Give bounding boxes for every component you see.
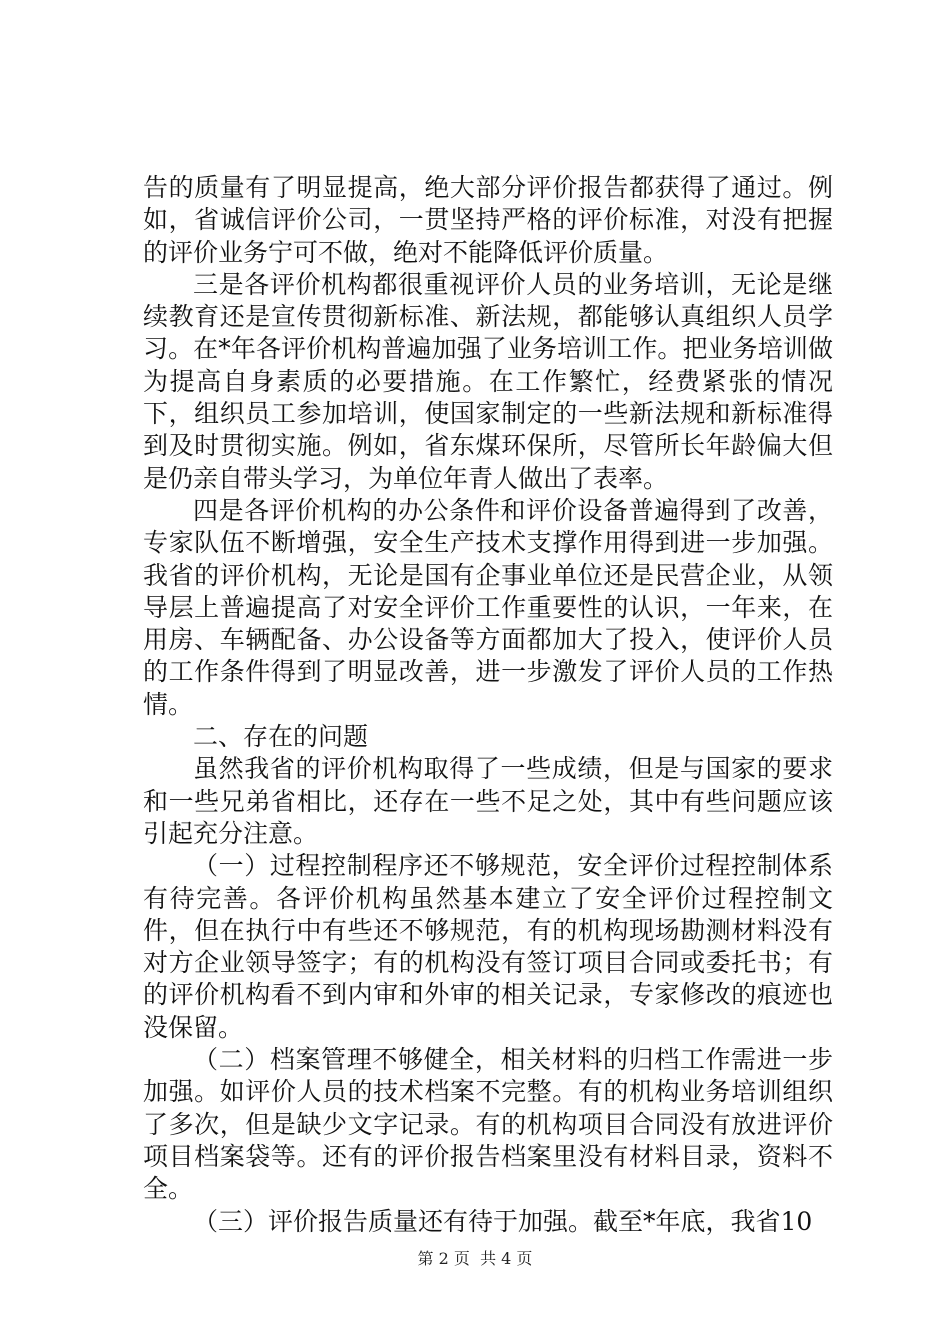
section-heading: 二、存在的问题 xyxy=(193,722,369,752)
paragraph-item-3: （三）评价报告质量还有待于加强。截至*年底，我省10 xyxy=(193,1206,813,1236)
document-body xyxy=(143,172,833,1238)
paragraph-3: 四是各评价机构的办公条件和评价设备普遍得到了改善，专家队伍不断增强，安全生产技术支撑作用得到进一步加强。我省的评价机构，无论是国有企事业单位还是民营企业，从领导层上普遍提高了对安全评价工作重要性的认识，一年来，在用房、车辆配备、办公设备等方面都加大了投入，使评价人员的工作条件得到了明显改善，进一步激发了评价人员的工作热情。 xyxy=(143,495,833,719)
paragraph-item-1: （一）过程控制程序还不够规范，安全评价过程控制体系有待完善。各评价机构虽然基本建立了安全评价过程控制文件，但在执行中有些还不够规范，有的机构现场勘测材料没有对方企业领导签字；有的机构没有签订项目合同或委托书；有的评价机构看不到内审和外审的相关记录，专家修改的痕迹也没保留。 xyxy=(143,851,833,1042)
paragraph-5: 虽然我省的评价机构取得了一些成绩，但是与国家的要求和一些兄弟省相比，还存在一些不足之处，其中有些问题应该引起充分注意。 xyxy=(143,754,833,848)
paragraph-2: 三是各评价机构都很重视评价人员的业务培训，无论是继续教育还是宣传贯彻新标准、新法规，都能够认真组织人员学习。在*年各评价机构普遍加强了业务培训工作。把业务培训做为提高自身素质的必要措施。在工作繁忙，经费紧张的情况下，组织员工参加培训，使国家制定的一些新法规和新标准得到及时贯彻实施。例如，省东煤环保所，尽管所长年龄偏大但是仍亲自带头学习，为单位年青人做出了表率。 xyxy=(143,269,833,493)
paragraph-1: 告的质量有了明显提高，绝大部分评价报告都获得了通过。例如，省诚信评价公司，一贯坚持严格的评价标准，对没有把握的评价业务宁可不做，绝对不能降低评价质量。 xyxy=(143,173,833,267)
page-footer: 第 2 页 共 4 页 xyxy=(417,1249,533,1268)
paragraph-item-2: （二）档案管理不够健全，相关材料的归档工作需进一步加强。如评价人员的技术档案不完整。有的机构业务培训组织了多次，但是缺少文字记录。有的机构项目合同没有放进评价项目档案袋等。还有的评价报告档案里没有材料目录，资料不全。 xyxy=(143,1045,833,1204)
